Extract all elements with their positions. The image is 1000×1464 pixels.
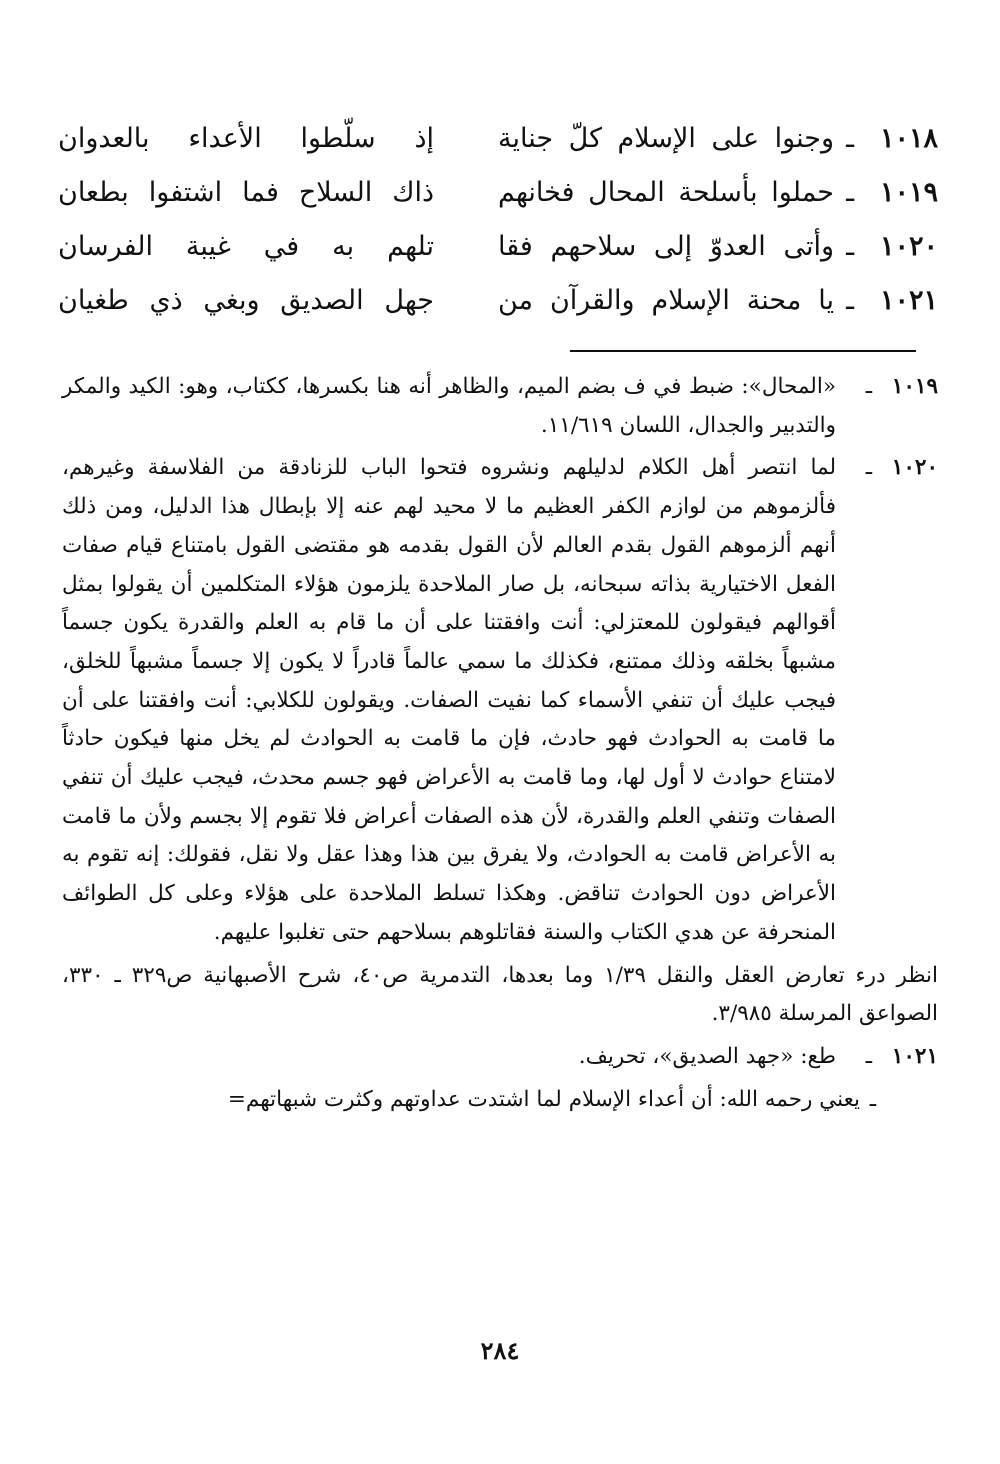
footnote-1021 bbox=[62, 1038, 938, 1077]
verse-second-hemistich: تلهم به في غيبة الفرسان bbox=[58, 231, 434, 262]
verse-line bbox=[58, 166, 938, 220]
verse-second-hemistich: ذاك السلاح فما اشتفوا بطعان bbox=[58, 177, 434, 208]
footnote-dash: ـ bbox=[865, 1043, 872, 1069]
verse-first-hemistich: وجنوا على الإسلام كلّ جناية bbox=[498, 123, 834, 154]
poem-verses bbox=[58, 112, 938, 328]
verse-number: ١٠١٨ bbox=[879, 123, 938, 154]
verse-dash: ـ bbox=[846, 123, 854, 154]
footnote-1019 bbox=[62, 368, 938, 445]
verse-line bbox=[58, 274, 938, 328]
verse-first-hemistich: وأتى العدوّ إلى سلاحهم فقا bbox=[498, 231, 834, 262]
verse-number: ١٠٢١ bbox=[879, 285, 938, 316]
references-text: انظر درء تعارض العقل والنقل ١/٣٩ وما بعدها، التدمرية ص٤٠، شرح الأصبهانية ص٣٢٩ ـ ٣٣٠، الصواعق المرسلة ٣/٩٨٥. bbox=[62, 962, 938, 1027]
footnote-references bbox=[62, 957, 938, 1034]
footnote-text: طع: «جهد الصديق»، تحريف. bbox=[578, 1043, 836, 1069]
footnote-dash: ـ bbox=[869, 1086, 876, 1112]
footnotes bbox=[62, 368, 938, 1123]
verse-dash: ـ bbox=[846, 285, 854, 316]
footnote-number: ١٠٢٠ bbox=[891, 455, 938, 481]
footnote-text: «المحال»: ضبط في ف بضم الميم، والظاهر أنه هنا بكسرها، ككتاب، وهو: الكيد والمكر والتدبير والجدال، اللسان ١١/٦١٩. bbox=[62, 374, 836, 438]
page-number: ٢٨٤ bbox=[480, 1336, 520, 1365]
footnote-dash: ـ bbox=[865, 455, 872, 481]
verse-second-hemistich: إذ سلّطوا الأعداء بالعدوان bbox=[58, 123, 434, 154]
footnote-separator bbox=[570, 350, 916, 352]
verse-line bbox=[58, 112, 938, 166]
footnote-1021-continued bbox=[62, 1081, 938, 1120]
verse-dash: ـ bbox=[846, 231, 854, 262]
verse-second-hemistich: جهل الصديق وبغي ذي طغيان bbox=[58, 285, 434, 316]
verse-number: ١٠٢٠ bbox=[879, 231, 938, 262]
verse-line bbox=[58, 220, 938, 274]
footnote-dash: ـ bbox=[865, 374, 872, 399]
verse-first-hemistich: حملوا بأسلحة المحال فخانهم bbox=[498, 177, 834, 208]
footnote-text: يعني رحمه الله: أن أعداء الإسلام لما اشتدت عداوتهم وكثرت شبهاتهم= bbox=[227, 1086, 860, 1112]
footnote-1020 bbox=[62, 449, 938, 952]
footnote-number: ١٠١٩ bbox=[891, 374, 938, 399]
footnote-number: ١٠٢١ bbox=[891, 1043, 938, 1069]
verse-dash: ـ bbox=[846, 177, 854, 208]
footnote-text: لما انتصر أهل الكلام لدليلهم ونشروه فتحوا الباب للزنادقة من الفلاسفة وغيرهم، فألزموهم من لوازم الكفر العظيم ما لا محيد لهم عنه إلا بإبطال هذا الدليل، ومن ذلك أنهم ألزموهم القول بقدم العالم لأن القول بقدمه هو مقتضى القول بامتناع قيام صفات الفعل الاختيارية بذاته سبحانه، بل صار الملاحدة يلزمون هؤلاء المتكلمين أن يقولوا بمثل أقوالهم فيقولون للمعتزلي: أنت وافقتنا على أن ما قام به العلم والقدرة يكون جسماً مشبهاً بخلقه وذلك ممتنع، فكذلك ما سمي عالماً قادراً لا يكون إلا جسماً مشبهاً للخلق، فيجب عليك أن تنفي الأسماء كما نفيت الصفات. ويقولون للكلابي: أنت وافقتنا على أن ما قامت به الحوادث فهو حادث، فإن ما قامت به الحوادث لم يخل منها فيكون حادثاً لامتناع حوادث لا أول لها، وما قامت به الأعراض فهو جسم محدث، فيجب عليك أن تنفي الصفات وتنفي العلم والقدرة، لأن هذه الصفات أعراض فلا تقوم إلا بجسم ولأن ما قامت به الأعراض قامت به الحوادث، ولا يفرق بين هذا وهذا عقل ولا نقل، فقولك: إنه تقوم به الأعراض دون الحوادث تناقض. وهكذا تسلط الملاحدة على هؤلاء وعلى كل الطوائف المنحرفة عن هدي الكتاب والسنة فقاتلوهم بسلاحهم حتى تغلبوا عليهم. bbox=[62, 455, 836, 945]
verse-first-hemistich: يا محنة الإسلام والقرآن من bbox=[498, 285, 834, 316]
verse-number: ١٠١٩ bbox=[879, 177, 938, 208]
